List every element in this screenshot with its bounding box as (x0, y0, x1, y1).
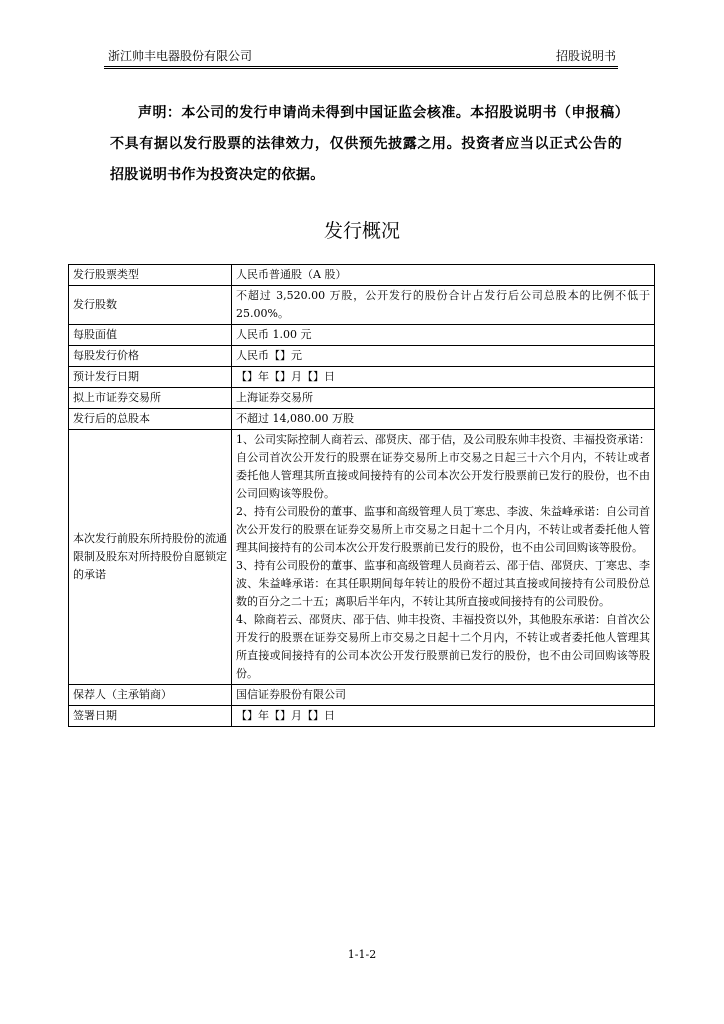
disclaimer-statement: 声明：本公司的发行申请尚未得到中国证监会核准。本招股说明书（申报稿）不具有据以发行股票的法律效力，仅供预先披露之用。投资者应当以正式公告的招股说明书作为投资决定的依据。 (110, 105, 622, 183)
row-label: 发行股票类型 (69, 265, 232, 286)
header-rule-secondary (104, 68, 618, 69)
commitment-paragraph: 4、除商若云、邵贤庆、邵于佶、帅丰投资、丰福投资以外，其他股东承诺：自首次公开发行的股票在证券交易所上市交易之日起十二个月内，不转让或者委托他人管理其所直接或间接持有的公司本次公开发行股票前已发行的股份，也不由公司回购该等股份。 (236, 613, 650, 680)
header-rule (104, 66, 618, 67)
row-value: 人民币普通股（A 股） (232, 265, 655, 286)
row-value: 国信证券股份有限公司 (232, 685, 655, 706)
row-label: 保荐人（主承销商） (69, 685, 232, 706)
commitment-paragraph: 3、持有公司股份的董事、监事和高级管理人员商若云、邵于佶、邵贤庆、丁寒忠、李波、朱益峰承诺：在其任职期间每年转让的股份不超过其直接或间接持有公司股份总数的百分之二十五；离职后半年内，不转让其所直接或间接持有的公司股份。 (236, 559, 650, 608)
row-value: 上海证券交易所 (232, 388, 655, 409)
row-label: 拟上市证券交易所 (69, 388, 232, 409)
table-row (69, 265, 655, 286)
table-row (69, 367, 655, 388)
table-row (69, 346, 655, 367)
row-value: 人民币【】元 (232, 346, 655, 367)
row-label: 签署日期 (69, 706, 232, 727)
header-company-name: 浙江帅丰电器股份有限公司 (108, 49, 253, 63)
section-title: 发行概况 (323, 220, 400, 242)
row-label: 发行后的总股本 (69, 409, 232, 430)
row-value: 【】年【】月【】日 (232, 367, 655, 388)
issuance-overview-table (68, 264, 655, 727)
row-value: 不超过 3,520.00 万股，公开发行的股份合计占发行后公司总股本的比例不低于 25.00%。 (232, 286, 655, 325)
table-row (69, 388, 655, 409)
commitment-paragraph: 1、公司实际控制人商若云、邵贤庆、邵于佶，及公司股东帅丰投资、丰福投资承诺：自公司首次公开发行的股票在证券交易所上市交易之日起三十六个月内，不转让或者委托他人管理其所直接或间接持有的公司本次公开发行股票前已发行的股份，也不由公司回购该等股份。 (236, 433, 650, 500)
table-row (69, 286, 655, 325)
table-row (69, 430, 655, 685)
row-value: 不超过 14,080.00 万股 (232, 409, 655, 430)
page-header (104, 46, 618, 66)
table-row (69, 685, 655, 706)
table-row (69, 706, 655, 727)
table-row (69, 409, 655, 430)
row-label: 每股发行价格 (69, 346, 232, 367)
commitment-paragraph: 2、持有公司股份的董事、监事和高级管理人员丁寒忠、李波、朱益峰承诺：自公司首次公开发行的股票在证券交易所上市交易之日起十二个月内，不转让或者委托他人管理其间接持有的公司本次公开发行股票前已发行的股份，也不由公司回购该等股份。 (236, 505, 650, 554)
row-value: 【】年【】月【】日 (232, 706, 655, 727)
page-number: 1-1-2 (347, 948, 377, 961)
row-value: 人民币 1.00 元 (232, 325, 655, 346)
table-row (69, 325, 655, 346)
row-label: 发行股数 (69, 286, 232, 325)
row-label: 本次发行前股东所持股份的流通限制及股东对所持股份自愿锁定的承诺 (69, 430, 232, 685)
lockup-commitments-cell (232, 430, 655, 685)
row-label: 预计发行日期 (69, 367, 232, 388)
row-label: 每股面值 (69, 325, 232, 346)
header-document-type: 招股说明书 (555, 49, 616, 63)
